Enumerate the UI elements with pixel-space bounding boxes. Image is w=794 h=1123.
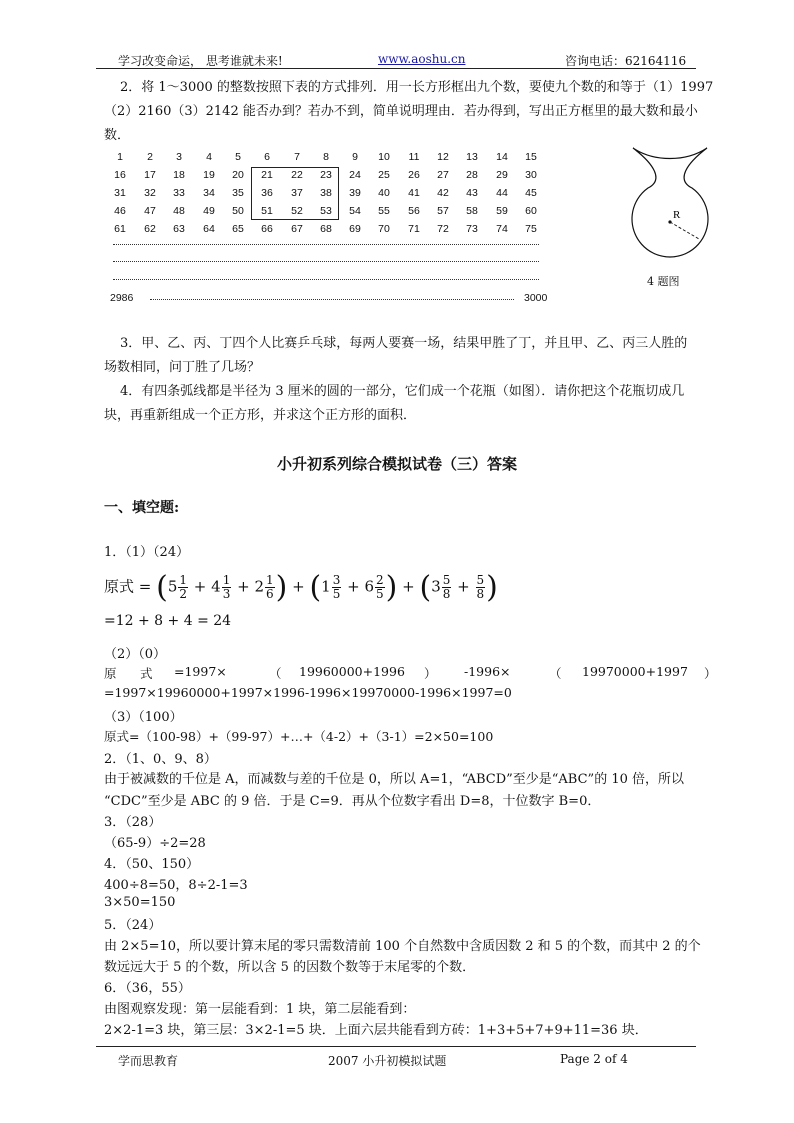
- grid-cell: 56: [408, 205, 420, 217]
- grid-cell: 10: [378, 151, 390, 163]
- section-heading: 一、填空题:: [104, 500, 180, 516]
- answer4-head: 4．（50、150）: [104, 857, 200, 872]
- fraction-4: $\frac{3}{5}$: [332, 573, 341, 601]
- dotted-row-3: [113, 279, 539, 280]
- problem3-line1: 3．甲、乙、丙、丁四个人比赛乒乓球，每两人要赛一场，结果甲胜了丁，并且甲、乙、丙三人胜的: [120, 336, 688, 351]
- answer1-3-line1: 原式=（100-98）+（99-97）+…+（4-2）+（3-1）=2×50=100: [104, 729, 494, 744]
- grid-cell: 25: [378, 169, 390, 181]
- grid-cell: 72: [437, 223, 449, 235]
- header-phone: 咨询电话：62164116: [565, 54, 687, 68]
- grid-cell: 21: [261, 169, 273, 181]
- grid-cell: 34: [203, 187, 215, 199]
- header-slogan: 学习改变命运， 思考谁就未来!: [118, 54, 283, 68]
- grid-cell: 70: [378, 223, 390, 235]
- grid-cell: 19: [203, 169, 215, 181]
- grid-cell: 63: [173, 223, 185, 235]
- fraction-2: $\frac{1}{3}$: [222, 573, 231, 601]
- fraction-3: $\frac{1}{6}$: [265, 573, 274, 601]
- grid-cell: 22: [291, 169, 303, 181]
- answer2-line2: “CDC”至少是 ABC 的 9 倍．于是 C=9．再从个位数字看出 D=8，十位数字 B=0．: [104, 794, 601, 809]
- grid-cell: 36: [261, 187, 273, 199]
- grid-cell: 43: [466, 187, 478, 199]
- grid-cell: 27: [437, 169, 449, 181]
- grid-cell: 41: [408, 187, 420, 199]
- grid-cell: 67: [291, 223, 303, 235]
- grid-last-start: 2986: [110, 292, 134, 304]
- grid-cell: 5: [235, 151, 241, 163]
- fraction-5: $\frac{2}{5}$: [376, 573, 384, 601]
- answer1-2-head: （2）（0）: [104, 647, 167, 662]
- vase-caption: 4 题图: [647, 275, 680, 288]
- grid-cell: 7: [294, 151, 300, 163]
- grid-cell: 61: [114, 223, 126, 235]
- grid-cell: 40: [378, 187, 390, 199]
- grid-cell: 33: [173, 187, 185, 199]
- problem4-line1: 4．有四条弧线都是半径为 3 厘米的圆的一部分，它们成一个花瓶（如图）．请你把这个花瓶切成几: [120, 384, 685, 399]
- eq-lhs: 原式 =: [104, 577, 152, 596]
- grid-cell: 52: [291, 205, 303, 217]
- grid-cell: 75: [525, 223, 537, 235]
- footer-rule: [96, 1046, 696, 1047]
- grid-cell: 14: [496, 151, 508, 163]
- answer1-result: =12 + 8 + 4 = 24: [104, 613, 232, 629]
- vase-figure: [620, 142, 720, 284]
- grid-cell: 44: [496, 187, 508, 199]
- answer6-line1: 由图观察发现：第一层能看到：1 块，第二层能看到：: [104, 1002, 416, 1017]
- fraction-1: $\frac{1}{2}$: [179, 573, 188, 601]
- grid-cell: 59: [496, 205, 508, 217]
- answer1-head: 1．（1）（24）: [104, 545, 190, 560]
- grid-cell: 39: [349, 187, 361, 199]
- grid-cell: 1: [117, 151, 123, 163]
- grid-cell: 11: [408, 151, 420, 163]
- grid-cell: 17: [144, 169, 156, 181]
- grid-cell: 12: [437, 151, 449, 163]
- nine-number-frame: [251, 167, 339, 220]
- grid-cell: 48: [173, 205, 185, 217]
- answer1-2-line1: 原 式 =1997× （ 19960000+1996 ） -1996× （ 19970000+1997 ）: [104, 664, 717, 681]
- footer-org: 学而思教育: [118, 1054, 179, 1068]
- grid-cell: 71: [408, 223, 420, 235]
- answer4-line2: 3×50=150: [104, 895, 176, 910]
- grid-cell: 73: [466, 223, 478, 235]
- grid-last-end: 3000: [524, 292, 548, 304]
- grid-cell: 35: [232, 187, 244, 199]
- grid-cell: 54: [349, 205, 361, 217]
- problem2-line3: 数．: [104, 128, 131, 143]
- grid-cell: 16: [114, 169, 126, 181]
- grid-cell: 4: [206, 151, 212, 163]
- grid-cell: 45: [525, 187, 537, 199]
- grid-cell: 20: [232, 169, 244, 181]
- grid-cell: 47: [144, 205, 156, 217]
- grid-cell: 3: [176, 151, 182, 163]
- grid-cell: 37: [291, 187, 303, 199]
- grid-cell: 65: [232, 223, 244, 235]
- grid-cell: 51: [261, 205, 273, 217]
- answer2-line1: 由于被减数的千位是 A，而减数与差的千位是 0，所以 A=1，“ABCD”至少是“ABC”的 10 倍，所以: [104, 772, 685, 787]
- grid-cell: 38: [320, 187, 332, 199]
- grid-cell: 58: [466, 205, 478, 217]
- answer1-equation: 原式 = (5 $\frac{1}{2}$ + 4 $\frac{1}{3}$ + 2 $\frac{1}{6}$ ) + (1 $\frac{3}{5}$ + 6 $\frac{2}{5}$ ) + (3 $\frac{5}{8}$ + $\frac{5}{8}$ ): [104, 570, 498, 605]
- grid-cell: 69: [349, 223, 361, 235]
- grid-cell: 64: [203, 223, 215, 235]
- grid-cell: 74: [496, 223, 508, 235]
- answer5-line2: 数远远大于 5 的个数，所以含 5 的因数个数等于末尾零的个数．: [104, 960, 476, 975]
- grid-cell: 29: [496, 169, 508, 181]
- grid-cell: 26: [408, 169, 420, 181]
- mixed-1-whole: 5: [167, 577, 178, 596]
- answer4-line1: 400÷8=50，8÷2-1=3: [104, 878, 248, 893]
- grid-cell: 13: [466, 151, 478, 163]
- grid-cell: 23: [320, 169, 332, 181]
- grid-cell: 62: [144, 223, 156, 235]
- fraction-6: $\frac{5}{8}$: [442, 573, 451, 601]
- problem2-line1: 2．将 1～3000 的整数按照下表的方式排列．用一长方形框出九个数，要使九个数的和等于（1）1997: [120, 80, 714, 95]
- grid-cell: 2: [147, 151, 153, 163]
- grid-cell: 66: [261, 223, 273, 235]
- answer1-2-line2: =1997×19960000+1997×1996-1996×19970000-1996×1997=0: [104, 685, 512, 700]
- grid-cell: 57: [437, 205, 449, 217]
- problem3-line2: 场数相同，问丁胜了几场？: [104, 360, 261, 375]
- grid-cell: 55: [378, 205, 390, 217]
- grid-cell: 9: [352, 151, 358, 163]
- fraction-7: $\frac{5}{8}$: [476, 573, 485, 601]
- problem4-line2: 块，再重新组成一个正方形，并求这个正方形的面积．: [104, 408, 417, 423]
- grid-cell: 60: [525, 205, 537, 217]
- answer5-line1: 由 2×5=10，所以要计算末尾的零只需数清前 100 个自然数中含质因数 2 和 5 的个数，而其中 2 的个: [104, 939, 701, 954]
- grid-cell: 42: [437, 187, 449, 199]
- grid-cell: 8: [323, 151, 329, 163]
- grid-cell: 18: [173, 169, 185, 181]
- grid-cell: 6: [264, 151, 270, 163]
- dotted-row-2: [113, 261, 539, 262]
- answer6-head: 6．（36，55）: [104, 981, 191, 996]
- answers-title: 小升初系列综合模拟试卷（三）答案: [276, 455, 517, 473]
- grid-cell: 50: [232, 205, 244, 217]
- grid-cell: 49: [203, 205, 215, 217]
- grid-cell: 68: [320, 223, 332, 235]
- answer3-head: 3．（28）: [104, 815, 162, 830]
- header-website-link[interactable]: www.aoshu.cn: [378, 52, 466, 66]
- answer1-3-head: （3）（100）: [104, 710, 183, 725]
- problem2-line2: （2）2160（3）2142 能否办到？若办不到，简单说明理由．若办得到，写出正方框里的最大数和最小: [104, 104, 698, 119]
- answer2-head: 2．（1、0、9、8）: [104, 752, 217, 767]
- grid-cell: 32: [144, 187, 156, 199]
- footer-doc-title: 2007 小升初模拟试题: [328, 1054, 447, 1068]
- footer-page-number: Page 2 of 4: [560, 1052, 628, 1066]
- grid-cell: 46: [114, 205, 126, 217]
- vase-radius-label: R: [673, 209, 681, 221]
- answer3-line1: （65-9）÷2=28: [104, 836, 206, 851]
- grid-cell: 53: [320, 205, 332, 217]
- grid-cell: 31: [114, 187, 126, 199]
- answer5-head: 5．（24）: [104, 918, 162, 933]
- dotted-row-1: [113, 244, 539, 245]
- grid-cell: 15: [525, 151, 537, 163]
- header-rule: [96, 68, 696, 69]
- grid-cell: 24: [349, 169, 361, 181]
- grid-cell: 28: [466, 169, 478, 181]
- grid-cell: 30: [525, 169, 537, 181]
- dotted-row-last: [150, 299, 514, 300]
- answer6-line2: 2×2-1=3 块，第三层：3×2-1=5 块．上面六层共能看到方砖：1+3+5+7+9+11=36 块．: [104, 1023, 648, 1038]
